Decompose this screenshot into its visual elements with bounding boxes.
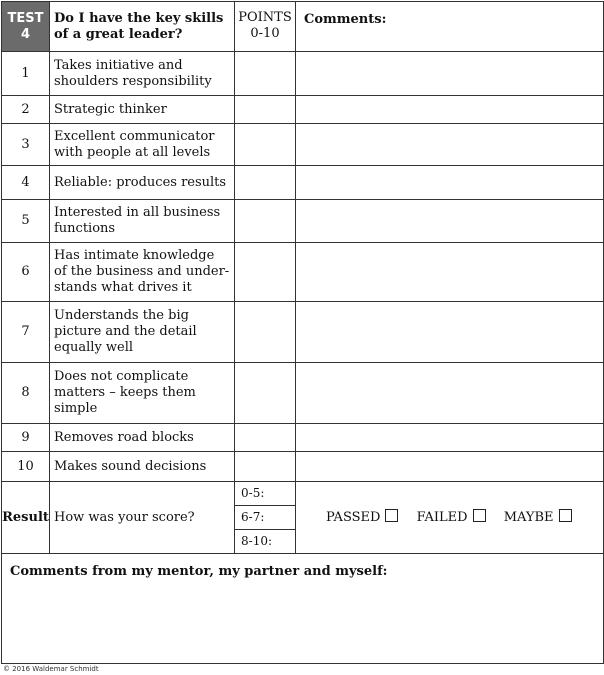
criterion-text xyxy=(50,243,235,302)
points-label: POINTS xyxy=(238,10,292,25)
criterion-line: Strategic thinker xyxy=(54,101,167,117)
criterion-text xyxy=(50,302,235,363)
criterion-line: picture and the detail xyxy=(54,324,197,339)
maybe-label: MAYBE xyxy=(503,510,554,525)
comment-input-cell[interactable] xyxy=(296,452,604,482)
points-input-cell[interactable] xyxy=(235,243,296,302)
criterion-number: 8 xyxy=(2,363,50,424)
score-range-6-7: 6-7: xyxy=(235,506,295,530)
criterion-line: Interested in all business xyxy=(54,205,221,220)
criterion-text xyxy=(50,363,235,424)
points-input-cell[interactable] xyxy=(235,96,296,124)
outcome-passed xyxy=(326,509,398,526)
failed-checkbox[interactable] xyxy=(473,509,486,522)
criterion-line: with people at all levels xyxy=(54,144,211,160)
criterion-text xyxy=(50,96,235,124)
result-label: Result xyxy=(2,482,50,554)
points-input-cell[interactable] xyxy=(235,363,296,424)
criterion-number: 6 xyxy=(2,243,50,302)
passed-label: PASSED xyxy=(326,510,381,525)
maybe-checkbox[interactable] xyxy=(559,509,572,522)
title-line-1: Do I have the key skills xyxy=(54,10,224,26)
copyright-footer: © 2016 Waldemar Schmidt xyxy=(3,665,99,673)
criterion-line: Takes initiative and xyxy=(54,57,183,73)
criterion-number: 9 xyxy=(2,424,50,452)
comment-input-cell[interactable] xyxy=(296,124,604,166)
points-header xyxy=(235,2,296,52)
test-label: TEST xyxy=(7,10,44,26)
criterion-text xyxy=(50,424,235,452)
comment-input-cell[interactable] xyxy=(296,243,604,302)
outcome-maybe xyxy=(504,509,572,526)
points-input-cell[interactable] xyxy=(235,302,296,363)
mentor-comments-row xyxy=(2,554,604,664)
title-line-2: of a great leader? xyxy=(54,26,183,42)
comment-input-cell[interactable] xyxy=(296,52,604,96)
comment-input-cell[interactable] xyxy=(296,96,604,124)
criterion-number: 4 xyxy=(2,166,50,200)
criterion-row xyxy=(2,424,604,452)
score-ranges xyxy=(235,482,296,554)
points-input-cell[interactable] xyxy=(235,200,296,243)
criterion-line: Understands the big xyxy=(54,308,189,323)
criterion-row xyxy=(2,200,604,243)
criterion-number: 10 xyxy=(2,452,50,482)
criterion-line: stands what drives it xyxy=(54,280,192,295)
criterion-number: 7 xyxy=(2,302,50,363)
criterion-line: of the business and under- xyxy=(54,264,230,279)
points-input-cell[interactable] xyxy=(235,166,296,200)
criterion-line: Reliable: produces results xyxy=(54,174,227,190)
criterion-line: Does not complicate xyxy=(54,369,189,384)
mentor-comments-label: Comments from my mentor, my partner and myself: xyxy=(10,564,388,579)
criterion-number: 2 xyxy=(2,96,50,124)
comment-input-cell[interactable] xyxy=(296,302,604,363)
criterion-line: shoulders responsibility xyxy=(54,73,212,89)
points-range: 0-10 xyxy=(250,26,280,41)
header-row xyxy=(2,2,604,52)
criterion-line: functions xyxy=(54,221,116,236)
result-row xyxy=(2,482,604,554)
failed-label: FAILED xyxy=(416,510,468,525)
criterion-row xyxy=(2,452,604,482)
criterion-number: 5 xyxy=(2,200,50,243)
criterion-line: Has intimate knowledge xyxy=(54,248,215,263)
passed-checkbox[interactable] xyxy=(385,509,398,522)
criterion-text xyxy=(50,452,235,482)
points-input-cell[interactable] xyxy=(235,452,296,482)
criterion-number: 3 xyxy=(2,124,50,166)
comments-header: Comments: xyxy=(296,2,604,52)
criterion-text xyxy=(50,52,235,96)
criterion-text xyxy=(50,166,235,200)
criterion-text xyxy=(50,124,235,166)
test-badge xyxy=(2,2,50,52)
points-input-cell[interactable] xyxy=(235,52,296,96)
outcome-options xyxy=(296,482,604,554)
criterion-number: 1 xyxy=(2,52,50,96)
leadership-skills-test-table xyxy=(1,1,604,664)
criterion-line: Removes road blocks xyxy=(54,429,194,445)
criterion-row xyxy=(2,124,604,166)
score-range-8-10: 8-10: xyxy=(241,534,273,548)
criterion-row xyxy=(2,52,604,96)
points-input-cell[interactable] xyxy=(235,424,296,452)
criterion-line: matters – keeps them xyxy=(54,385,196,400)
criterion-row xyxy=(2,166,604,200)
criterion-line: equally well xyxy=(54,340,134,355)
test-number: 4 xyxy=(20,26,31,42)
comment-input-cell[interactable] xyxy=(296,166,604,200)
comment-input-cell[interactable] xyxy=(296,363,604,424)
criterion-line: Excellent communicator xyxy=(54,128,215,144)
criterion-row xyxy=(2,302,604,363)
score-range-0-5: 0-5: xyxy=(235,482,295,506)
comment-input-cell[interactable] xyxy=(296,424,604,452)
criterion-line: simple xyxy=(54,401,98,416)
criterion-row xyxy=(2,363,604,424)
criterion-line: Makes sound decisions xyxy=(54,458,207,474)
criterion-row xyxy=(2,96,604,124)
outcome-failed xyxy=(417,509,486,526)
comment-input-cell[interactable] xyxy=(296,200,604,243)
criterion-text xyxy=(50,200,235,243)
points-input-cell[interactable] xyxy=(235,124,296,166)
criterion-row xyxy=(2,243,604,302)
score-question: How was your score? xyxy=(50,482,235,554)
test-title xyxy=(50,2,235,52)
mentor-comments-box[interactable] xyxy=(2,554,604,664)
